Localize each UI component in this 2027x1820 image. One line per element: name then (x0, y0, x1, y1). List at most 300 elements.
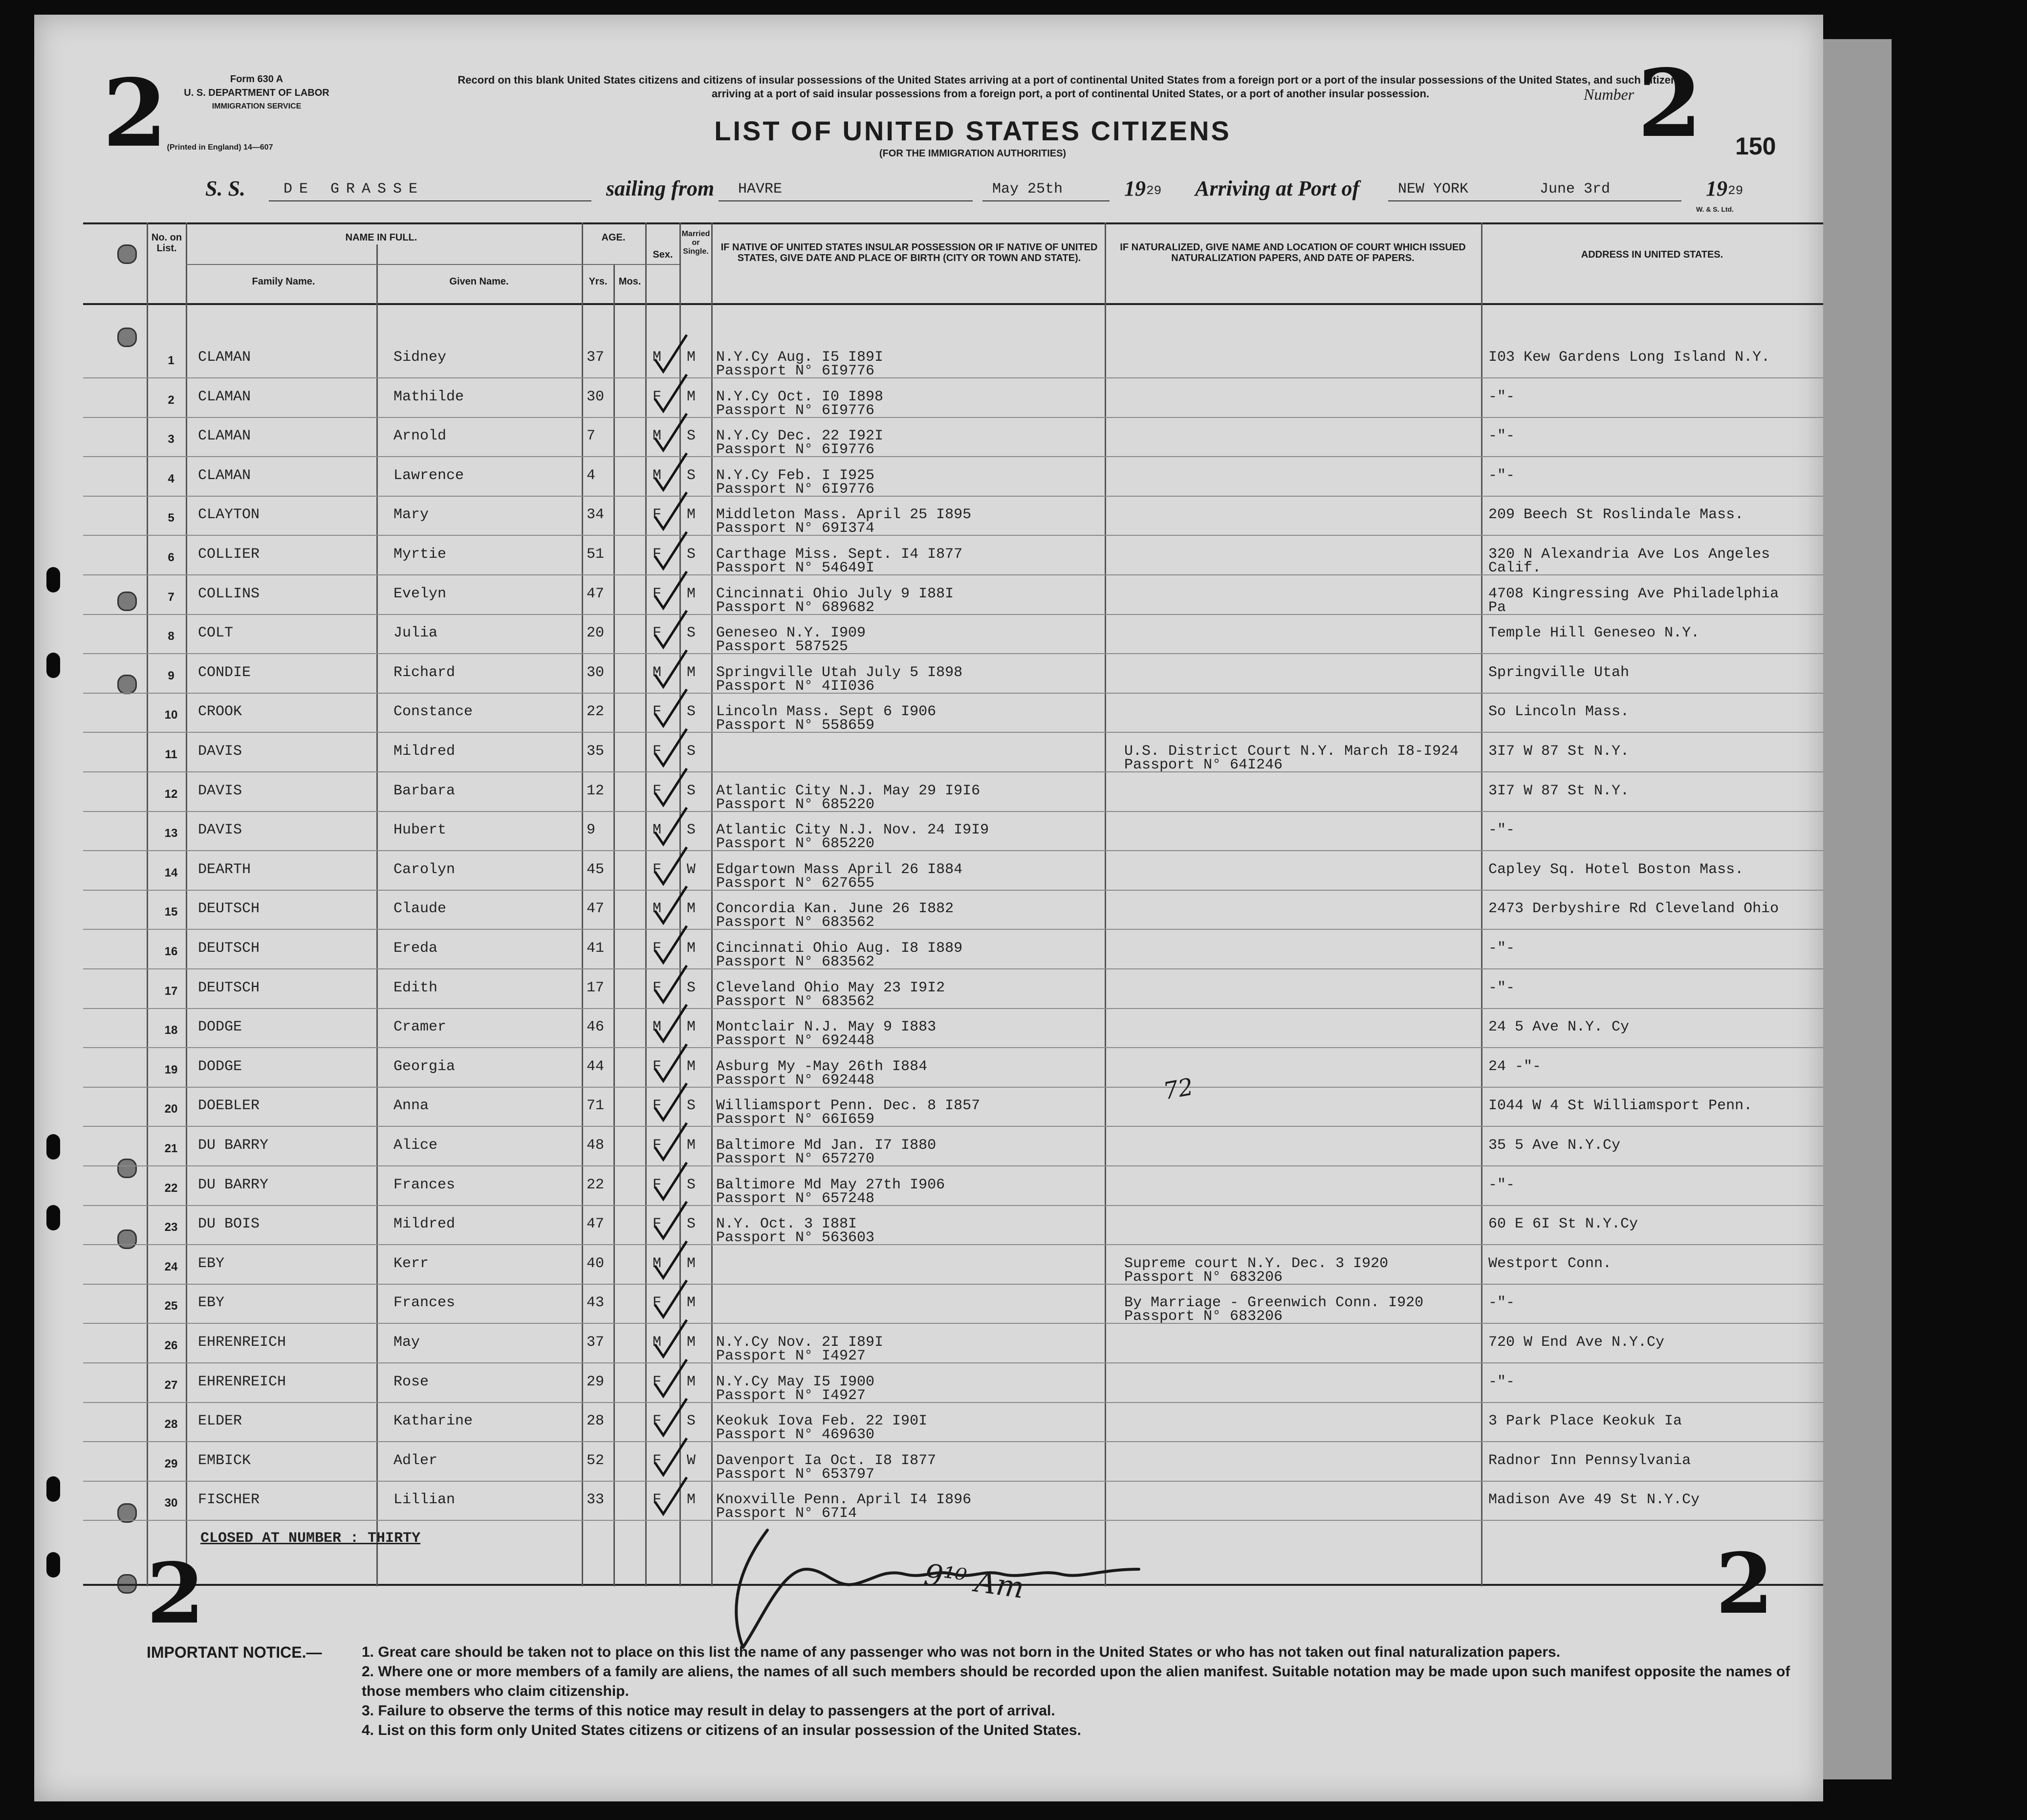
given-name: Kerr (393, 1255, 429, 1272)
us-address: -"- (1488, 940, 1515, 957)
notice-heading: IMPORTANT NOTICE.— (147, 1644, 322, 1661)
sex: F (653, 1491, 662, 1509)
check-mark-icon (653, 569, 692, 613)
passport-number: Passport N° 69I374 (716, 520, 875, 537)
table-row (34, 342, 1823, 381)
family-name: COLLINS (198, 585, 260, 602)
birth-info: Keokuk Iova Feb. 22 I90I (716, 1413, 928, 1430)
us-address: 4708 Kingressing Ave Philadelphia (1488, 585, 1779, 602)
given-name: Constance (393, 703, 473, 721)
family-name: CONDIE (198, 664, 251, 681)
us-address: 60 E 6I St N.Y.Cy (1488, 1216, 1638, 1233)
check-mark-icon (653, 963, 692, 1007)
us-address: 3I7 W 87 St N.Y. (1488, 782, 1630, 799)
row-number: 25 (164, 1299, 178, 1313)
check-mark-icon (653, 1120, 692, 1164)
notice-item-2: 2. Where one or more members of a family are aliens, the names of all such members should be recorded upon the alien manifest. Suitable notation may be made upon such manifest opposite the names of those members who claim citizenship. (362, 1664, 1790, 1699)
birth-info: Baltimore Md Jan. I7 I880 (716, 1137, 937, 1154)
age-years: 30 (587, 388, 605, 405)
age-years: 22 (587, 703, 605, 721)
us-address: -"- (1488, 1176, 1515, 1193)
family-name: CLAMAN (198, 428, 251, 445)
family-name: CLAYTON (198, 506, 260, 524)
passport-number: Passport N° 683562 (716, 993, 875, 1010)
departure-year: 29 (1146, 183, 1162, 198)
table-row (34, 658, 1823, 697)
table-row (34, 421, 1823, 460)
birth-info: Knoxville Penn. April I4 I896 (716, 1491, 972, 1509)
header-married: Married or Single. (681, 230, 710, 256)
birth-info: Cincinnati Ohio Aug. I8 I889 (716, 940, 963, 957)
sex: F (653, 703, 662, 721)
check-mark-icon (653, 1239, 692, 1283)
marital-status: M (687, 1137, 696, 1154)
from-port: HAVRE (738, 181, 783, 197)
family-name: CROOK (198, 703, 242, 721)
punch-hole (46, 567, 60, 592)
birth-info: Baltimore Md May 27th I906 (716, 1176, 945, 1193)
table-row (34, 1130, 1823, 1169)
row-number: 26 (164, 1339, 178, 1352)
table-row (34, 1052, 1823, 1091)
passport-number: Passport N° 469630 (716, 1426, 875, 1444)
marital-status: M (687, 900, 696, 918)
passport-number: Passport N° I4927 (716, 1348, 866, 1364)
signature-time: 9¹⁰ Am (922, 1557, 1026, 1605)
table-row (34, 579, 1823, 618)
row-number: 29 (164, 1457, 178, 1470)
age-years: 33 (587, 1491, 605, 1509)
marital-status: M (687, 349, 696, 366)
us-address: -"- (1488, 428, 1515, 445)
check-mark-icon (653, 726, 692, 770)
marital-status: M (687, 1255, 696, 1272)
given-name: Lawrence (393, 467, 464, 484)
row-number: 19 (164, 1063, 178, 1076)
family-name: EBY (198, 1294, 225, 1312)
table-row (34, 697, 1823, 736)
age-years: 37 (587, 349, 605, 366)
row-number: 28 (164, 1418, 178, 1431)
sex: M (653, 1019, 662, 1036)
birth-info: N.Y. Oct. 3 I88I (716, 1216, 857, 1233)
header-naturalized: IF NATURALIZED, GIVE NAME AND LOCATION OF COURT WHICH ISSUED NATURALIZATION PAPERS, AND DATE OF PAPERS. (1120, 242, 1466, 263)
form-id: Form 630 A (230, 74, 283, 85)
birth-info: Carthage Miss. Sept. I4 I877 (716, 546, 963, 563)
intro-text: Record on this blank United States citizens and citizens of insular possessions of the United States arriving at a port of continental United States from a foreign port or a port of the insular possessions of the United States, and such citizens arriving at a port of said insular possessions from a foreign port, a port of continental United States, or a port of another insular possession. (458, 74, 1683, 100)
age-years: 45 (587, 861, 605, 878)
marital-status: S (687, 822, 696, 839)
family-name: FISCHER (198, 1491, 260, 1509)
birth-info: Montclair N.J. May 9 I883 (716, 1019, 937, 1036)
us-address: -"- (1488, 388, 1515, 405)
given-name: Adler (393, 1452, 438, 1469)
us-address-line2: Pa (1488, 599, 1506, 616)
service: IMMIGRATION SERVICE (212, 102, 302, 110)
check-mark-icon (653, 766, 692, 810)
age-years: 34 (587, 506, 605, 524)
arriving-label: Arriving at Port of (1195, 176, 1360, 200)
birth-info: Springville Utah July 5 I898 (716, 664, 963, 681)
passport-number: Passport N° 653797 (716, 1466, 875, 1483)
given-name: Lillian (393, 1491, 456, 1509)
family-name: DODGE (198, 1019, 242, 1036)
row-number: 24 (164, 1260, 178, 1273)
given-name: Sidney (393, 349, 447, 366)
given-name: Mathilde (393, 388, 464, 405)
sex: F (653, 1176, 662, 1193)
sex: F (653, 1413, 662, 1430)
header-family-name: Family Name. (252, 276, 315, 287)
table-row (34, 1446, 1823, 1485)
table-row (34, 539, 1823, 578)
age-years: 46 (587, 1019, 605, 1036)
check-mark-icon (653, 845, 692, 889)
sheet-number-bottom-right: 2 (1716, 1535, 1774, 1633)
age-years: 17 (587, 979, 605, 996)
family-name: EBY (198, 1255, 225, 1272)
marital-status: S (687, 467, 696, 484)
check-mark-icon (653, 411, 692, 455)
family-name: COLLIER (198, 546, 260, 563)
birth-info: Asburg My -May 26th I884 (716, 1058, 928, 1075)
age-years: 51 (587, 546, 605, 563)
us-address: 720 W End Ave N.Y.Cy (1488, 1334, 1665, 1351)
given-name: Georgia (393, 1058, 456, 1075)
check-mark-icon (653, 529, 692, 573)
marital-status: S (687, 782, 696, 799)
given-name: Rose (393, 1373, 429, 1390)
row-number: 27 (164, 1378, 178, 1392)
age-years: 47 (587, 585, 605, 602)
punch-hole (46, 1134, 60, 1160)
sex: M (653, 664, 662, 681)
family-name: DEARTH (198, 861, 251, 878)
family-name: DU BARRY (198, 1176, 269, 1193)
marital-status: M (687, 1294, 696, 1312)
sex: F (653, 1137, 662, 1154)
passport-number: Passport N° 563603 (716, 1229, 875, 1247)
age-years: 71 (587, 1097, 605, 1115)
us-address: Temple Hill Geneseo N.Y. (1488, 625, 1700, 642)
ss-label: S. S. (205, 176, 245, 200)
given-name: Richard (393, 664, 456, 681)
row-number: 21 (164, 1142, 178, 1155)
check-mark-icon (653, 923, 692, 967)
check-mark-icon (653, 1278, 692, 1322)
birth-info: N.Y.Cy Aug. I5 I89I (716, 349, 884, 366)
age-years: 43 (587, 1294, 605, 1312)
row-number: 13 (164, 827, 178, 840)
check-mark-icon (653, 1002, 692, 1046)
arrival-year: 29 (1728, 183, 1744, 198)
sex: F (653, 940, 662, 957)
given-name: May (393, 1334, 420, 1351)
family-name: DEUTSCH (198, 900, 260, 918)
passport-number: Passport N° I4927 (716, 1387, 866, 1404)
check-mark-icon (653, 884, 692, 928)
punch-hole (46, 1205, 60, 1230)
sex: M (653, 428, 662, 445)
us-address: Springville Utah (1488, 664, 1630, 681)
marital-status: S (687, 546, 696, 563)
family-name: CLAMAN (198, 349, 251, 366)
header-age: AGE. (601, 232, 626, 243)
marital-status: M (687, 388, 696, 405)
table-row (34, 1249, 1823, 1288)
row-number: 2 (168, 393, 174, 407)
us-address: Madison Ave 49 St N.Y.Cy (1488, 1491, 1700, 1509)
marital-status: S (687, 1413, 696, 1430)
punch-hole (46, 1476, 60, 1502)
passport-number: Passport N° 54649I (716, 560, 875, 576)
birth-info: Davenport Ia Oct. I8 I877 (716, 1452, 937, 1469)
family-name: DEUTSCH (198, 940, 260, 957)
age-years: 22 (587, 1176, 605, 1193)
row-number: 30 (164, 1496, 178, 1510)
passport-number: Passport N° 6I9776 (716, 481, 875, 498)
us-address: So Lincoln Mass. (1488, 703, 1630, 721)
us-address: -"- (1488, 822, 1515, 839)
table-row (34, 855, 1823, 894)
header-address: ADDRESS IN UNITED STATES. (1581, 249, 1723, 260)
family-name: EHRENREICH (198, 1373, 286, 1390)
sheet-number: 2 (1637, 49, 1702, 158)
table-row (34, 815, 1823, 854)
table-row (34, 894, 1823, 933)
naturalization-passport: Passport N° 64I246 (1124, 757, 1283, 773)
check-mark-icon (653, 1396, 692, 1440)
age-years: 47 (587, 900, 605, 918)
check-mark-icon (653, 1317, 692, 1361)
row-number: 6 (168, 551, 174, 564)
punch-hole (46, 653, 60, 678)
marital-status: S (687, 703, 696, 721)
given-name: Cramer (393, 1019, 447, 1036)
header-name-in-full: NAME IN FULL. (345, 232, 417, 243)
marital-status: M (687, 940, 696, 957)
check-mark-icon (653, 451, 692, 495)
table-row (34, 618, 1823, 657)
sex: F (653, 743, 662, 760)
given-name: Mildred (393, 1216, 456, 1233)
passport-number: Passport N° 4II036 (716, 678, 875, 695)
table-row (34, 382, 1823, 421)
age-years: 47 (587, 1216, 605, 1233)
handwritten-annotation: 72 (1161, 1073, 1196, 1105)
given-name: Myrtie (393, 546, 447, 563)
family-name: ELDER (198, 1413, 242, 1430)
marital-status: S (687, 1176, 696, 1193)
marital-status: W (687, 1452, 696, 1469)
sex: F (653, 625, 662, 642)
birth-info: Geneseo N.Y. I909 (716, 625, 866, 642)
punch-hole (46, 1552, 60, 1578)
us-address: I03 Kew Gardens Long Island N.Y. (1488, 349, 1770, 366)
check-mark-icon (653, 1160, 692, 1204)
us-address: Capley Sq. Hotel Boston Mass. (1488, 861, 1744, 878)
row-number: 22 (164, 1181, 178, 1195)
marital-status: S (687, 1097, 696, 1115)
check-mark-icon (653, 490, 692, 534)
sex: F (653, 979, 662, 996)
passport-number: Passport N° 558659 (716, 717, 875, 734)
sex: M (653, 1255, 662, 1272)
age-years: 44 (587, 1058, 605, 1075)
marital-status: M (687, 506, 696, 524)
check-mark-icon (653, 1475, 692, 1519)
family-name: DU BOIS (198, 1216, 260, 1233)
age-years: 37 (587, 1334, 605, 1351)
us-address: 24 5 Ave N.Y. Cy (1488, 1019, 1630, 1036)
sex: M (653, 822, 662, 839)
sex: F (653, 782, 662, 799)
age-years: 30 (587, 664, 605, 681)
sex: F (653, 585, 662, 602)
row-number: 8 (168, 630, 174, 643)
header-birth: IF NATIVE OF UNITED STATES INSULAR POSSESSION OR IF NATIVE OF UNITED STATES, GIVE DATE AND PLACE OF BIRTH (CITY OR TOWN AND STATE). (720, 242, 1098, 263)
given-name: Evelyn (393, 585, 447, 602)
passport-number: Passport N° 6I9776 (716, 441, 875, 459)
family-name: EMBICK (198, 1452, 251, 1469)
given-name: Frances (393, 1176, 456, 1193)
row-number: 15 (164, 905, 178, 919)
header-sex: Sex. (653, 249, 673, 260)
check-mark-icon (653, 687, 692, 731)
sheet-number-top-left: 2 (103, 59, 168, 168)
age-years: 20 (587, 625, 605, 642)
birth-info: Atlantic City N.J. Nov. 24 I9I9 (716, 822, 989, 839)
naturalization-passport: Passport N° 683206 (1124, 1269, 1283, 1286)
table-row (34, 1091, 1823, 1130)
table-row (34, 933, 1823, 972)
table-row (34, 736, 1823, 775)
birth-info: N.Y.Cy May I5 I900 (716, 1373, 875, 1390)
us-address-line2: Calif. (1488, 560, 1542, 576)
row-number: 12 (164, 787, 178, 801)
family-name: DOEBLER (198, 1097, 260, 1115)
family-name: COLT (198, 625, 234, 642)
age-years: 35 (587, 743, 605, 760)
binder-hole (117, 244, 137, 264)
passport-number: Passport N° 657248 (716, 1190, 875, 1207)
sex: F (653, 861, 662, 878)
given-name: Katharine (393, 1413, 473, 1430)
closed-at-note: CLOSED AT NUMBER : THIRTY (200, 1530, 421, 1547)
row-number: 9 (168, 669, 174, 682)
given-name: Ereda (393, 940, 438, 957)
check-mark-icon (653, 1357, 692, 1401)
arrival-date: June 3rd (1540, 181, 1611, 197)
age-years: 7 (587, 428, 596, 445)
age-years: 28 (587, 1413, 605, 1430)
notice-item-1: 1. Great care should be taken not to place on this list the name of any passenger who was not born in the United States or who has not taken out final naturalization papers. (362, 1644, 1561, 1660)
check-mark-icon (653, 372, 692, 416)
check-mark-icon (653, 1436, 692, 1480)
birth-info: Williamsport Penn. Dec. 8 I857 (716, 1097, 981, 1115)
table-row (34, 973, 1823, 1012)
passport-number: Passport N° 685220 (716, 835, 875, 853)
passport-number: Passport N° 685220 (716, 796, 875, 813)
ship-name: DE GRASSE (283, 181, 425, 197)
us-address: 209 Beech St Roslindale Mass. (1488, 506, 1744, 524)
us-address: Radnor Inn Pennsylvania (1488, 1452, 1691, 1469)
birth-info: Cincinnati Ohio July 9 I88I (716, 585, 954, 602)
family-name: CLAMAN (198, 388, 251, 405)
passport-number: Passport N° 683562 (716, 954, 875, 970)
check-mark-icon (653, 1042, 692, 1086)
us-address: 320 N Alexandria Ave Los Angeles (1488, 546, 1770, 563)
passport-number: Passport N° 66I659 (716, 1111, 875, 1128)
passport-number: Passport N° 683562 (716, 914, 875, 931)
passport-number: Passport N° 627655 (716, 875, 875, 892)
sex: F (653, 1294, 662, 1312)
birth-info: Middleton Mass. April 25 I895 (716, 506, 972, 524)
header-no-on-list: No. on List. (151, 232, 182, 254)
row-number: 14 (164, 866, 178, 879)
sex: F (653, 1097, 662, 1115)
row-number: 5 (168, 511, 174, 525)
age-years: 29 (587, 1373, 605, 1390)
row-number: 1 (168, 354, 174, 367)
row-number: 4 (168, 472, 174, 485)
check-mark-icon (653, 648, 692, 692)
sex: F (653, 1216, 662, 1233)
arrival-year-prefix: 19 (1706, 176, 1727, 200)
sex: F (653, 1452, 662, 1469)
passport-number: Passport N° 6I9776 (716, 363, 875, 379)
marital-status: M (687, 1334, 696, 1351)
sex: F (653, 506, 662, 524)
marital-status: S (687, 428, 696, 445)
age-years: 48 (587, 1137, 605, 1154)
row-number: 16 (164, 945, 178, 958)
us-address: 3 Park Place Keokuk Ia (1488, 1413, 1682, 1430)
marital-status: W (687, 861, 696, 878)
sex: M (653, 349, 662, 366)
department: U. S. DEPARTMENT OF LABOR (184, 88, 329, 98)
header-mos: Mos. (618, 276, 641, 287)
number-label: Number (1584, 86, 1635, 103)
table-row (34, 1209, 1823, 1248)
age-years: 52 (587, 1452, 605, 1469)
birth-info: N.Y.Cy Oct. I0 I898 (716, 388, 884, 405)
header-given-name: Given Name. (449, 276, 509, 287)
family-name: DAVIS (198, 782, 242, 799)
check-mark-icon (653, 608, 692, 652)
us-address: -"- (1488, 467, 1515, 484)
table-row (34, 1367, 1823, 1406)
birth-info: Atlantic City N.J. May 29 I9I6 (716, 782, 981, 799)
check-mark-icon (653, 805, 692, 849)
birth-info: Edgartown Mass April 26 I884 (716, 861, 963, 878)
page-subtitle: (FOR THE IMMIGRATION AUTHORITIES) (879, 148, 1067, 159)
us-address: -"- (1488, 979, 1515, 996)
marital-status: S (687, 979, 696, 996)
given-name: Hubert (393, 822, 447, 839)
us-address: I044 W 4 St Williamsport Penn. (1488, 1097, 1753, 1115)
check-mark-icon (653, 332, 692, 376)
check-mark-icon (653, 1081, 692, 1125)
passport-number: Passport N° 692448 (716, 1032, 875, 1050)
age-years: 4 (587, 467, 596, 484)
naturalization-passport: Passport N° 683206 (1124, 1308, 1283, 1325)
age-years: 12 (587, 782, 605, 799)
sheet-number-bottom-left: 2 (147, 1545, 205, 1643)
us-address: 3I7 W 87 St N.Y. (1488, 743, 1630, 760)
passport-number: Passport N° 6I9776 (716, 402, 875, 419)
us-address: -"- (1488, 1373, 1515, 1390)
